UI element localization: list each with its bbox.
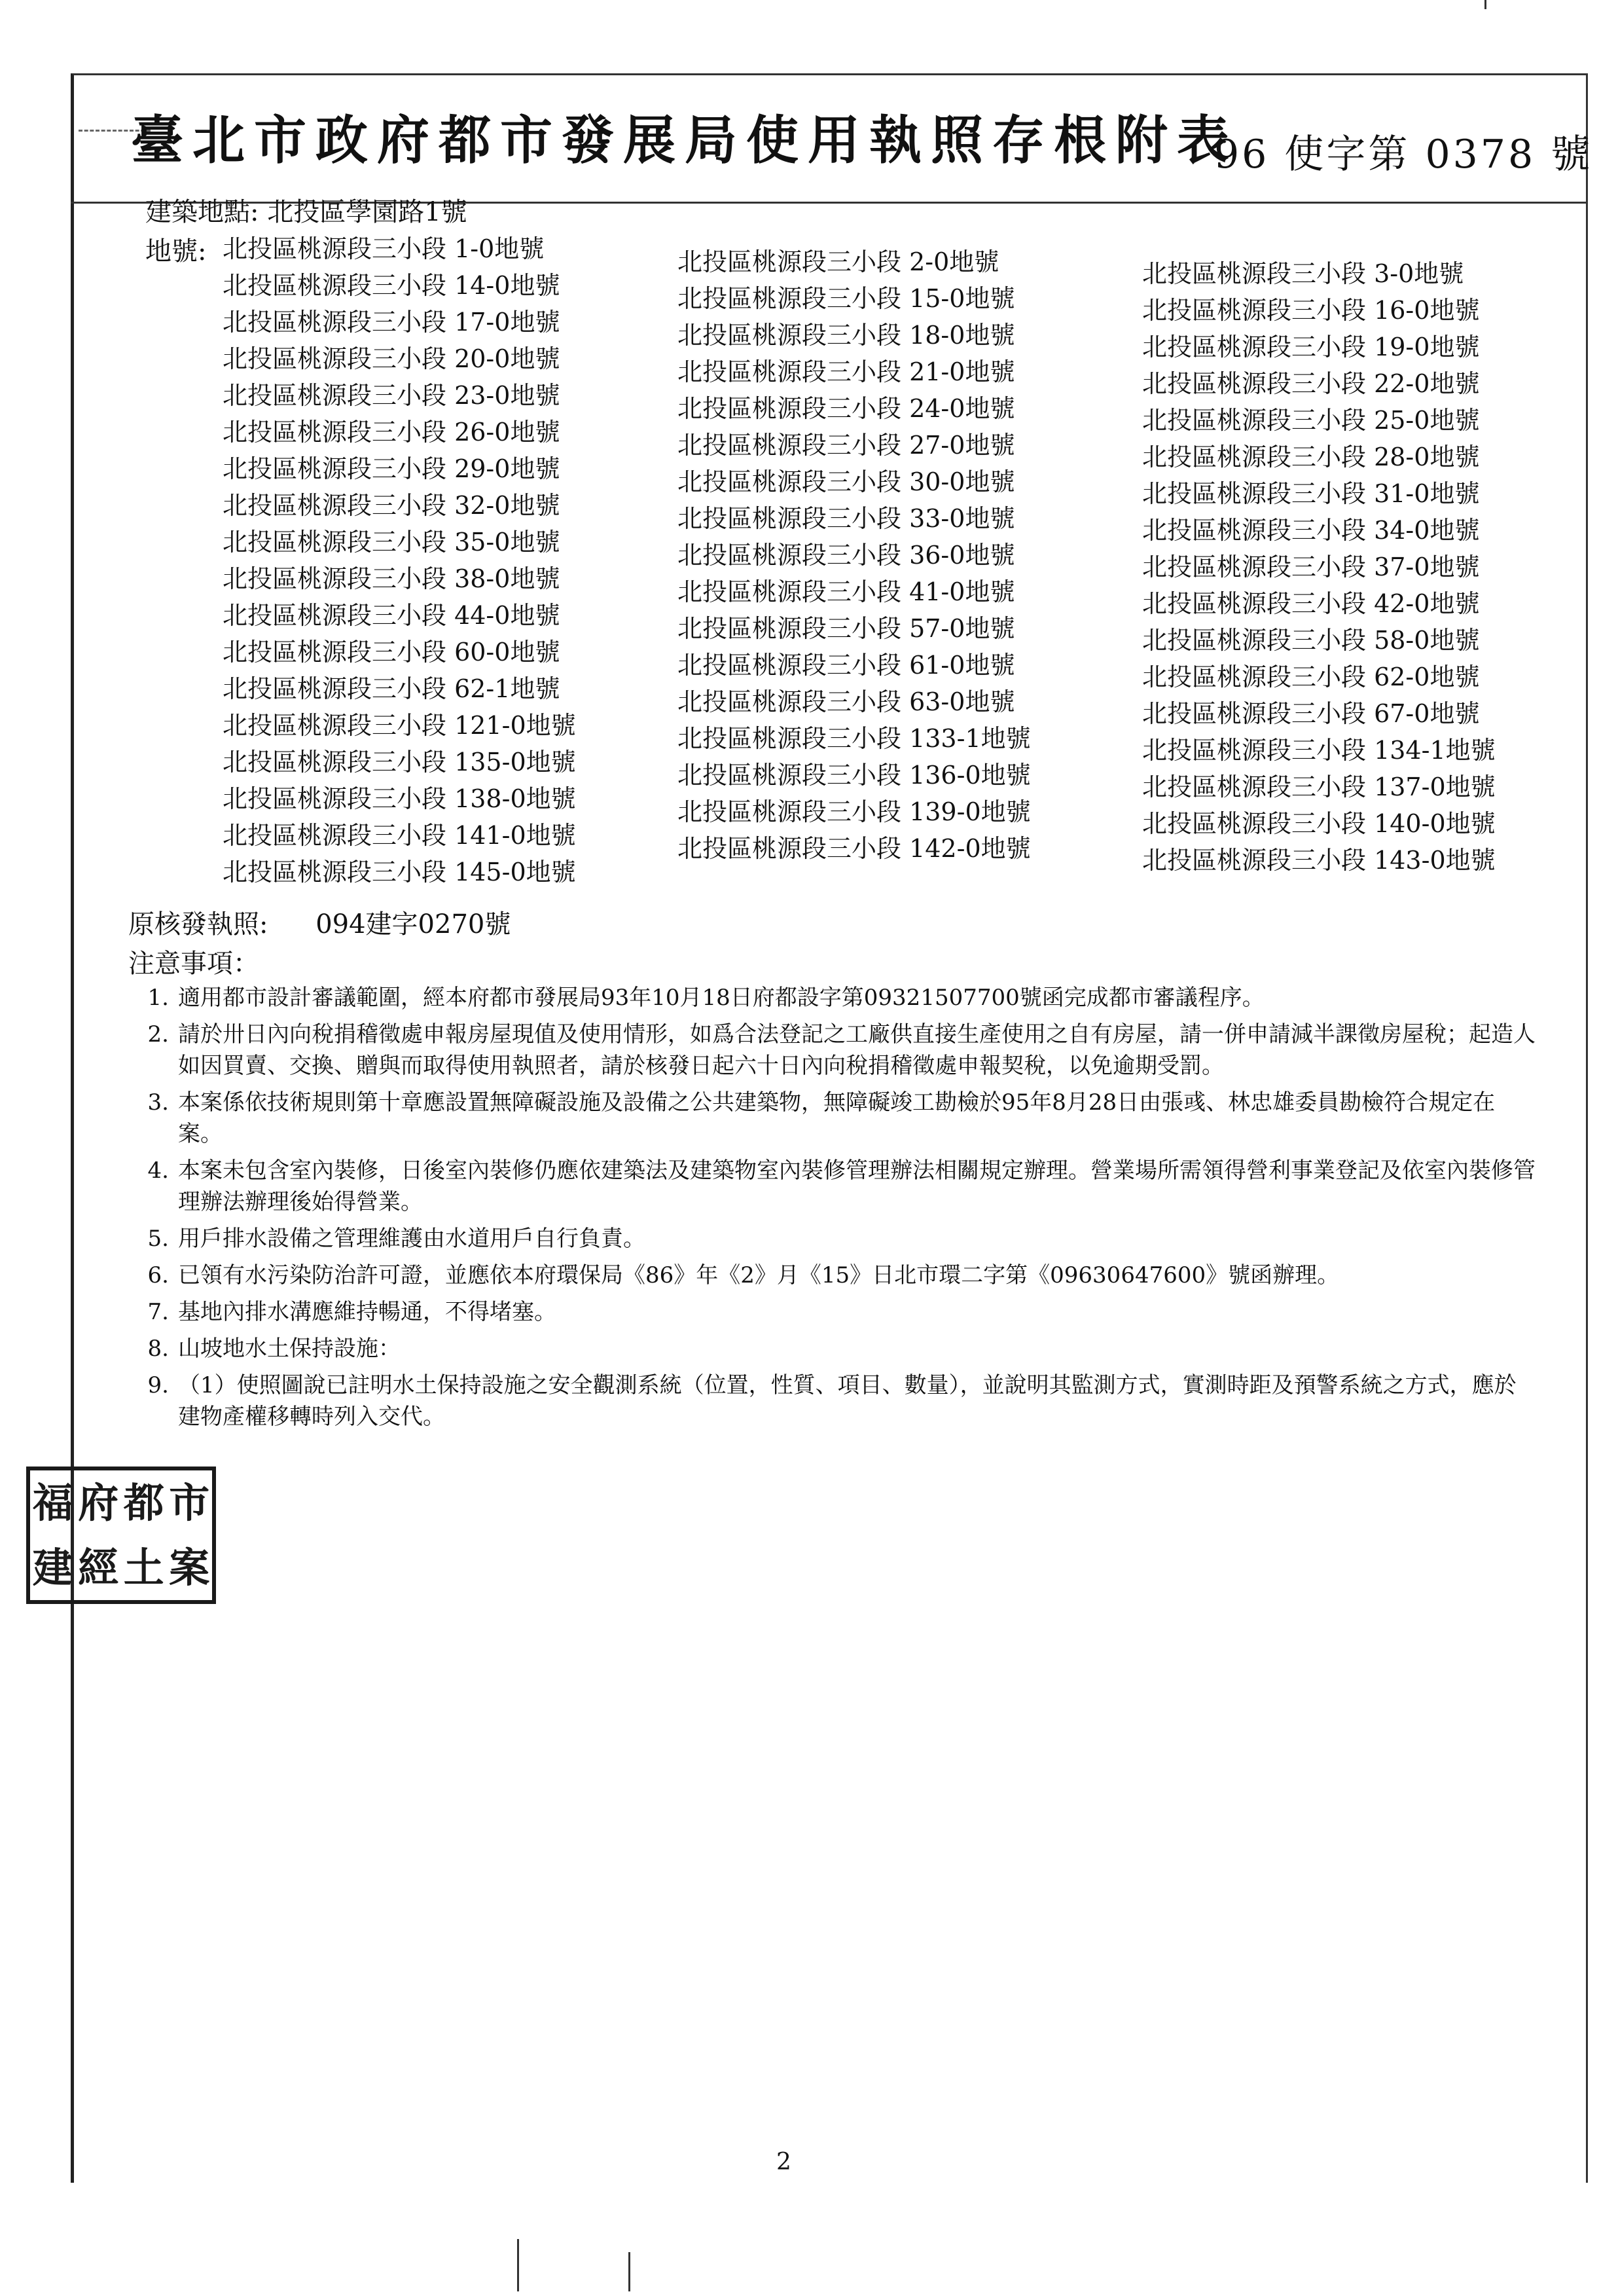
note-text: 本案未包含室內裝修，日後室內裝修仍應依建築法及建築物室內裝修管理辦法相關規定辦理。營業場所需領得營利事業登記及依室內裝修管理辦法辦理後始得營業。	[178, 1157, 1536, 1215]
lot-item: 北投區桃源段三小段 135-0地號	[223, 748, 576, 776]
lot-item: 北投區桃源段三小段 41-0地號	[677, 577, 1015, 606]
lot-item: 北投區桃源段三小段 134-1地號	[1142, 736, 1496, 765]
lot-item: 北投區桃源段三小段 62-0地號	[1142, 663, 1480, 691]
lot-item: 北投區桃源段三小段 58-0地號	[1142, 626, 1480, 655]
note-number: 7.	[147, 1299, 169, 1325]
lot-item: 北投區桃源段三小段 15-0地號	[677, 284, 1015, 313]
lot-item: 北投區桃源段三小段 14-0地號	[223, 271, 560, 300]
note-number: 2.	[147, 1021, 169, 1048]
seal-char: 經	[78, 1543, 119, 1592]
note-text: （1）使照圖說已註明水土保持設施之安全觀測系統（位置，性質、項目、數量），並說明其監測方式，實測時距及預警系統之方式，應於建物產權移轉時列入交代。	[178, 1372, 1517, 1430]
lot-item: 北投區桃源段三小段 33-0地號	[677, 504, 1015, 533]
lot-item: 北投區桃源段三小段 23-0地號	[223, 381, 560, 410]
note-item	[131, 1296, 1538, 1328]
lot-item: 北投區桃源段三小段 136-0地號	[677, 761, 1031, 790]
scan-tick-mark	[517, 2239, 519, 2291]
lot-item: 北投區桃源段三小段 35-0地號	[223, 528, 560, 556]
lot-item: 北投區桃源段三小段 29-0地號	[223, 454, 560, 483]
note-text: 適用都市設計審議範圍，經本府都市發展局93年10月18日府都設字第09321507700號函完成都市審議程序。	[178, 985, 1265, 1011]
note-text: 用戶排水設備之管理維護由水道用戶自行負責。	[178, 1226, 645, 1252]
official-seal	[26, 1467, 216, 1604]
lot-item: 北投區桃源段三小段 60-0地號	[223, 638, 560, 666]
building-site-label: 建築地點:	[145, 197, 259, 227]
note-number: 6.	[147, 1262, 169, 1288]
lot-column-3	[1142, 255, 1496, 879]
note-number: 9.	[147, 1372, 169, 1398]
seal-char: 市	[169, 1478, 210, 1527]
note-item	[131, 1087, 1538, 1150]
lot-item: 北投區桃源段三小段 37-0地號	[1142, 553, 1480, 581]
lot-item: 北投區桃源段三小段 24-0地號	[677, 394, 1015, 423]
lot-item: 北投區桃源段三小段 26-0地號	[223, 418, 560, 446]
lot-item: 北投區桃源段三小段 143-0地號	[1142, 846, 1496, 875]
lot-item: 北投區桃源段三小段 63-0地號	[677, 687, 1015, 716]
permit-number: 96 使字第 0378 號	[1214, 132, 1593, 177]
seal-char: 建	[32, 1543, 73, 1592]
lot-item: 北投區桃源段三小段 2-0地號	[677, 247, 999, 276]
lot-item: 北投區桃源段三小段 30-0地號	[677, 467, 1015, 496]
notes-heading: 注意事項：	[128, 949, 259, 979]
note-item	[131, 1333, 1538, 1364]
lot-item: 北投區桃源段三小段 57-0地號	[677, 614, 1015, 643]
lot-item: 北投區桃源段三小段 27-0地號	[677, 431, 1015, 460]
lot-item: 北投區桃源段三小段 21-0地號	[677, 357, 1015, 386]
note-item	[131, 1370, 1538, 1432]
note-item	[131, 1223, 1538, 1254]
lot-item: 北投區桃源段三小段 31-0地號	[1142, 479, 1480, 508]
lot-item: 北投區桃源段三小段 28-0地號	[1142, 443, 1480, 471]
lot-item: 北投區桃源段三小段 44-0地號	[223, 601, 560, 630]
lot-item: 北投區桃源段三小段 18-0地號	[677, 321, 1015, 350]
lot-item: 北投區桃源段三小段 67-0地號	[1142, 699, 1480, 728]
note-text: 本案係依技術規則第十章應設置無障礙設施及設備之公共建築物，無障礙竣工勘檢於95年8月28日由張彧、林忠雄委員勘檢符合規定在案。	[178, 1089, 1496, 1147]
lot-item: 北投區桃源段三小段 3-0地號	[1142, 259, 1464, 288]
lot-item: 北投區桃源段三小段 142-0地號	[677, 834, 1031, 863]
note-text: 基地內排水溝應維持暢通，不得堵塞。	[178, 1299, 556, 1325]
building-site	[145, 191, 467, 228]
lot-item: 北投區桃源段三小段 38-0地號	[223, 564, 560, 593]
lot-item: 北投區桃源段三小段 17-0地號	[223, 308, 560, 337]
lot-item: 北投區桃源段三小段 138-0地號	[223, 784, 576, 813]
seal-char: 府	[78, 1478, 119, 1527]
note-number: 8.	[147, 1336, 169, 1362]
original-permit-value: 094建字0270號	[315, 909, 511, 939]
scan-tick-mark	[628, 2252, 630, 2291]
seal-char: 土	[123, 1543, 164, 1592]
note-number: 3.	[147, 1089, 169, 1116]
seal-char: 都	[123, 1478, 164, 1527]
original-permit	[128, 903, 511, 941]
building-site-value: 北投區學園路1號	[267, 197, 467, 227]
lot-item: 北投區桃源段三小段 20-0地號	[223, 344, 560, 373]
lot-item: 北投區桃源段三小段 36-0地號	[677, 541, 1015, 570]
lot-item: 北投區桃源段三小段 140-0地號	[1142, 809, 1496, 838]
seal-char: 案	[169, 1543, 210, 1592]
note-item	[131, 1019, 1538, 1082]
lot-item: 北投區桃源段三小段 61-0地號	[677, 651, 1015, 680]
note-item	[131, 1155, 1538, 1218]
note-text: 山坡地水土保持設施：	[178, 1336, 401, 1362]
lot-item: 北投區桃源段三小段 145-0地號	[223, 858, 576, 886]
document-title: 臺北市政府都市發展局使用執照存根附表	[131, 109, 1238, 171]
lot-item: 北投區桃源段三小段 1-0地號	[223, 234, 545, 263]
note-number: 4.	[147, 1157, 169, 1184]
note-text: 請於卅日內向稅捐稽徵處申報房屋現值及使用情形，如爲合法登記之工廠供直接生產使用之自有房屋，請一併申請減半課徵房屋稅；起造人如因買賣、交換、贈與而取得使用執照者，請於核發日起六十日內向稅捐稽徵處申報契稅，以免逾期受罰。	[178, 1021, 1536, 1079]
lot-item: 北投區桃源段三小段 25-0地號	[1142, 406, 1480, 435]
lot-item: 北投區桃源段三小段 62-1地號	[223, 674, 560, 703]
lot-item: 北投區桃源段三小段 32-0地號	[223, 491, 560, 520]
seal-char: 福	[32, 1478, 73, 1527]
lot-item: 北投區桃源段三小段 133-1地號	[677, 724, 1031, 753]
note-item	[131, 1260, 1538, 1291]
lot-item: 北投區桃源段三小段 22-0地號	[1142, 369, 1480, 398]
notes-list	[131, 982, 1538, 1438]
lot-column-2	[677, 244, 1031, 867]
lot-item: 北投區桃源段三小段 16-0地號	[1142, 296, 1480, 325]
lot-item: 北投區桃源段三小段 141-0地號	[223, 821, 576, 850]
lot-item: 北投區桃源段三小段 139-0地號	[677, 797, 1031, 826]
page-number: 2	[776, 2149, 791, 2176]
lot-item: 北投區桃源段三小段 34-0地號	[1142, 516, 1480, 545]
lot-column-1	[223, 230, 576, 890]
original-permit-label: 原核發執照:	[128, 909, 268, 939]
lot-item: 北投區桃源段三小段 121-0地號	[223, 711, 576, 740]
lot-item: 北投區桃源段三小段 19-0地號	[1142, 333, 1480, 361]
lot-item: 北投區桃源段三小段 42-0地號	[1142, 589, 1480, 618]
note-item	[131, 982, 1538, 1013]
lot-item: 北投區桃源段三小段 137-0地號	[1142, 773, 1496, 801]
lot-number-label: 地號:	[145, 236, 207, 266]
scan-tick-mark	[1484, 0, 1486, 9]
note-text: 已領有水污染防治許可證，並應依本府環保局《86》年《2》月《15》日北市環二字第《09630647600》號函辦理。	[178, 1262, 1340, 1288]
note-number: 5.	[147, 1226, 169, 1252]
note-number: 1.	[147, 985, 169, 1011]
